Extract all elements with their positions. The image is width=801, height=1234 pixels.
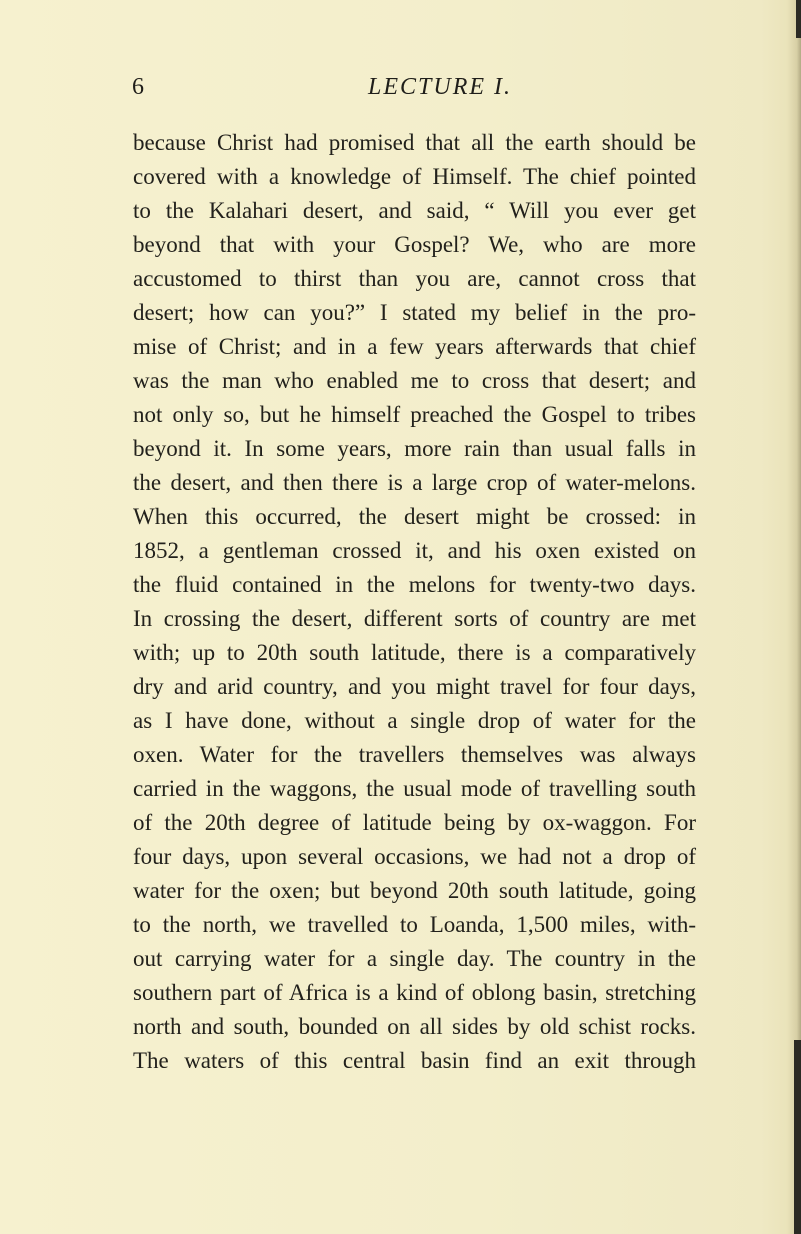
text-line: 1852, a gentleman crossed it, and his oxen existed on (133, 538, 696, 563)
text-line: covered with a knowledge of Himself. The chief pointed (133, 164, 696, 189)
text-line: was the man who enabled me to cross that desert; and (133, 368, 696, 393)
text-line: four days, upon several occasions, we had not a drop of (133, 844, 696, 869)
text-line: north and south, bounded on all sides by old schist rocks. (133, 1014, 696, 1039)
text-line: The waters of this central basin find an exit through (133, 1048, 696, 1073)
text-line: beyond that with your Gospel? We, who are more (133, 232, 696, 257)
text-line: not only so, but he himself preached the Gospel to tribes (133, 402, 696, 427)
text-line: desert; how can you?” I stated my belief in the pro- (133, 300, 696, 325)
running-head (132, 74, 692, 108)
body-text (133, 126, 696, 1078)
text-line: dry and arid country, and you might travel for four days, (133, 674, 696, 699)
text-line: In crossing the desert, different sorts of country are met (133, 606, 696, 631)
text-line: the fluid contained in the melons for twenty-two days. (133, 572, 696, 597)
binding-edge-mark-top (796, 0, 801, 38)
binding-edge-mark-bottom (794, 1040, 801, 1234)
text-line: When this occurred, the desert might be crossed: in (133, 504, 696, 529)
text-line: the desert, and then there is a large crop of water-melons. (133, 470, 696, 495)
text-line: accustomed to thirst than you are, cannot cross that (133, 266, 696, 291)
text-line: to the north, we travelled to Loanda, 1,500 miles, with- (133, 912, 696, 937)
running-title: LECTURE I. (368, 74, 513, 100)
text-line: with; up to 20th south latitude, there is a comparatively (133, 640, 696, 665)
text-line: to the Kalahari desert, and said, “ Will you ever get (133, 198, 696, 223)
text-line: water for the oxen; but beyond 20th south latitude, going (133, 878, 696, 903)
text-line: of the 20th degree of latitude being by ox-waggon. For (133, 810, 696, 835)
text-line: oxen. Water for the travellers themselves was always (133, 742, 696, 767)
page-number: 6 (132, 74, 144, 100)
text-line: as I have done, without a single drop of water for the (133, 708, 696, 733)
text-line: out carrying water for a single day. The country in the (133, 946, 696, 971)
text-line: because Christ had promised that all the earth should be (133, 130, 696, 155)
text-line: beyond it. In some years, more rain than usual falls in (133, 436, 696, 461)
text-line: carried in the waggons, the usual mode of travelling south (133, 776, 696, 801)
text-line: mise of Christ; and in a few years afterwards that chief (133, 334, 696, 359)
text-line: southern part of Africa is a kind of oblong basin, stretching (133, 980, 696, 1005)
